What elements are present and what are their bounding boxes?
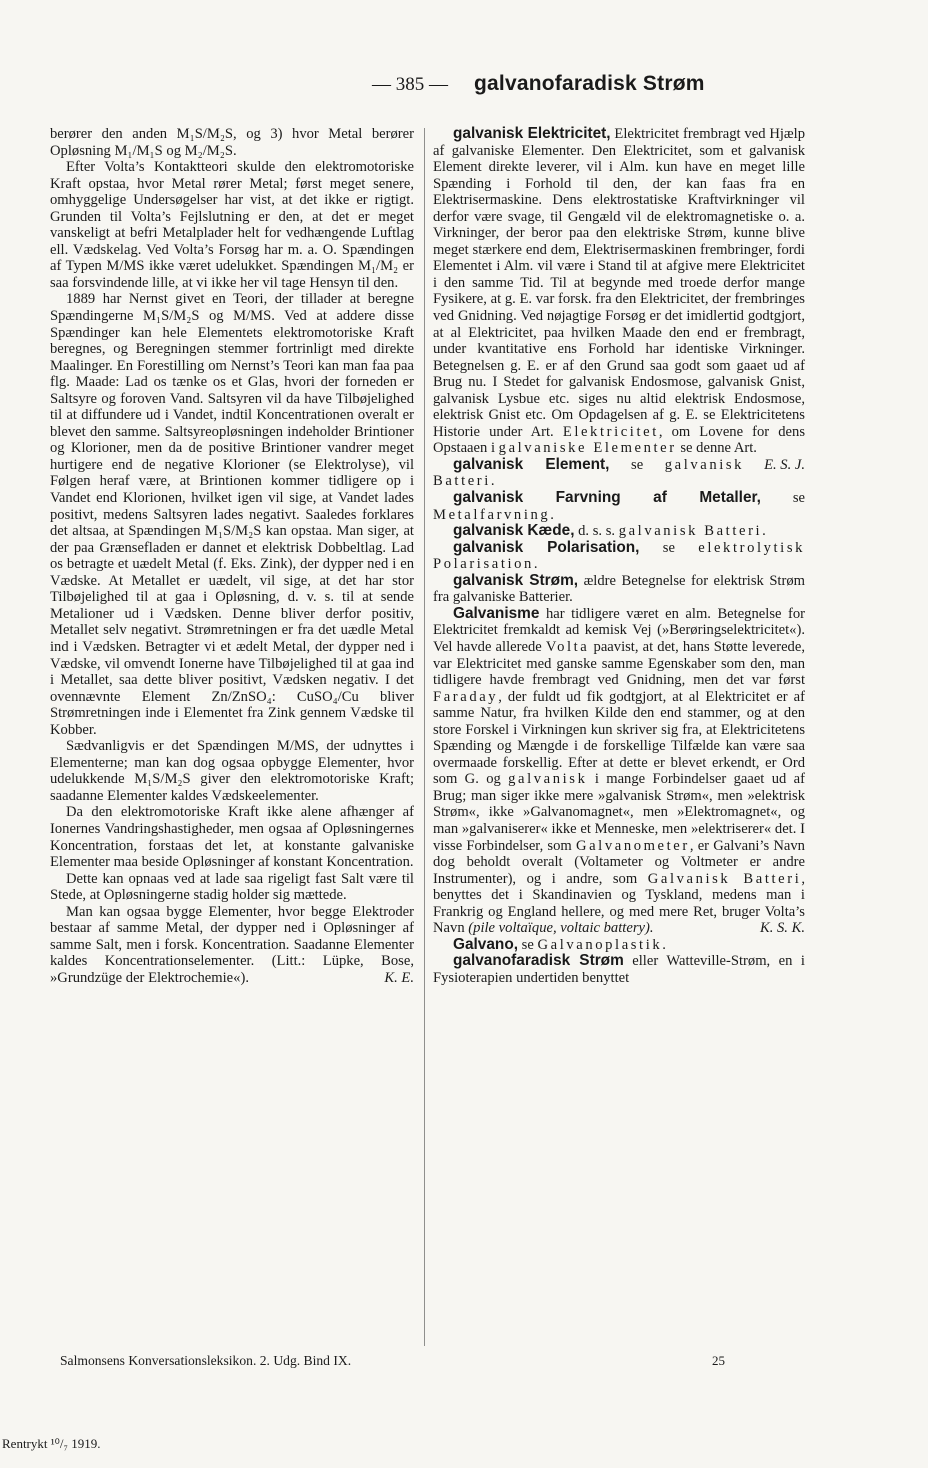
entry-text: se denne Art. bbox=[680, 440, 757, 457]
headword: galvanisk Polarisation, bbox=[453, 538, 640, 556]
signature-number: 25 bbox=[712, 1353, 725, 1368]
entry-text: i mange Forbindelser gaaet ud af Brug; man siger ikke mere »galvanisk Strøm«, men »elektrisk Strøm«, ikke »Galvanomagnet«, men »Elektromagnet«, og man »galvaniserer« ikke et Menneske, men »elektriserer« det. I visse Forbindelser, som bbox=[433, 771, 805, 854]
entry-galvanisk-kaede bbox=[433, 523, 805, 540]
paragraph: Da den elektromotoriske Kraft ikke alene afhænger af Ionernes Vandringshastigheder, men ogsaa af Opløsningernes Koncentration, forstaas det let, at konstante galvaniske Elementer maa beside Opløsninger af konstant Koncentration. bbox=[50, 804, 414, 871]
paragraph: 1889 har Nernst givet en Teori, der tillader at beregne Spændingerne M₁S/M₂S og M/MS. Ved at addere disse Spændinger kan hele Elementets elektromotoriske Kraft beregnes, og Beregningen stemmer fortrinligt med direkte Maalinger. En Forestilling om Nernst’s Teori kan man faa paa flg. Maade: Lad os tænke os et Glas, hvori der forneden er Saltsyre og foroven Vand. Saltsyren vil da have Tilbøjelighed til at diffundere ud i Vandet, indtil Koncentrationen overalt er blevet den samme. Saltsyreopløsningen indeholder Brintioner og Klorioner, men da de positive Brintioner vandrer meget hurtigere end de negative Klorioner (se Elektrolyse), vil Følgen heraf være, at Brintionen kommer tidligere op i Vandet end Klorionen, hvilket igen vil sige, at Vandet lades positivt, medens Saltsyren lades negativt. Saaledes forklares det altsaa, at Spændingen M₁S/M₂S kan opstaa. Man siger, at der paa Grænsefladen er dannet et elektrisk Dobbeltlag. Lad os betragte et uædelt Metal (f. Eks. Zink), der dypper ned i en Vædske. At Metallet er uædelt, vil sige, at det har stor Tilbøjelighed til at gaa i Opløsning, d. v. s. til at sende Metalioner ud i Vædsken. Denne bliver derfor positiv, Metallet selv negativt. Strømretningen er fra det uædle Metal ind i Vædsken. Betragter vi et ædelt Metal, der dypper ned i Vædske, vil omvendt Ionerne have Tilbøjelighed til at gaa ind i Metallet, saa dette bliver positivt, Vædsken negativ. I det ovennævnte Element Zn/ZnSO₄: CuSO₄/Cu bliver Strømretningen inde i Elementet fra Zink gennem Vædske til Kobber. bbox=[50, 291, 414, 738]
publication-footer: Salmonsens Konversationsleksikon. 2. Udg. Bind IX. bbox=[60, 1353, 352, 1368]
entry-text: , benyttes det i Skandinavien og Tyskland, medens man i Frankrig og England hellere, og med mere Ret, bruger Volta’s Navn bbox=[433, 870, 805, 937]
entry-text: Elektricitet frembragt ved Hjælp af galvaniske Elementer. Den Elektricitet, som et galvanisk Element direkte leverer, vil i Alm. kun have en meget lille Spænding i Forhold til den, der kan faas fra en Elektrisermaskine. Dens elektrostatiske Kraftvirkninger vil derfor være svage, til Gengæld vil de elektromagnetiske o. a. Virkninger, der beror paa den elektriske Strøm, kunne blive meget stærkere end dem, Elektrisermaskinen frembringer, fordi Elementet i Alm. vil være i Stand til at afgive mere Elektricitet i den samme Tid. Til at begynde med troede derfor mange Fysikere, at g. E. var forsk. fra den Elektricitet, der frembringes ved Gnidning. Ved nøjagtige Forsøg er det imidlertid godtgjort, at al Elektricitet, paa hvilken Maade den end er frembragt, under kvantitative ens Forhold har identiske Virkninger. Betegnelsen g. E. er af den Grund saa godt som gaaet ud af Brug nu. I Stedet for galvanisk Endosmose, galvanisk Gnist, galvanisk Lysbue etc. siges nu altid elektrisk Endosmose, elektrisk Gnist etc. Om Opdagelsen af g. E. se Elektricitetens Historie under Art. bbox=[433, 126, 805, 440]
paragraph: Sædvanligvis er det Spændingen M/MS, der udnyttes i Elementerne; man kan dog ogsaa opbygge Elementer, hvor udelukkende M₁S/M₂S giver den elektromotoriske Kraft; saadanne Elementer kaldes Vædskeelementer. bbox=[50, 738, 414, 804]
entry-text: paavist, at det, hans Støtte leverede, var Elektricitet med ganske samme Egenskaber som den, man tidligere havde frembragt ved Gnidning, men det var først bbox=[433, 638, 805, 689]
entry-galvanisk-farvning bbox=[433, 490, 805, 523]
entry-text: d. s. s. bbox=[578, 523, 616, 540]
cross-reference: elektrolytisk Polarisation. bbox=[433, 539, 806, 573]
headword: galvanisk Strøm, bbox=[453, 571, 579, 589]
author-signature: K. E. bbox=[384, 969, 414, 986]
headword: galvanisk Kæde, bbox=[453, 522, 575, 540]
entry-text: se bbox=[792, 490, 806, 507]
entry-text: , om Lovene for dens Opstaaen i bbox=[433, 423, 806, 457]
right-column bbox=[433, 126, 805, 986]
cross-reference: Galvanisk Batteri bbox=[647, 870, 802, 887]
paragraph: Efter Volta’s Kontaktteori skulde den elektromotoriske Kraft opstaa, hvor Metal rører Metal; først meget senere, omhyggelige Undersøgelser har vist, at det ikke er rigtigt. Grunden til Volta’s Fejlslutning er den, at det er meget vanskeligt at befri Metalplader helt for vedhængende Luftlag ell. Vædskelag. Ved Volta’s Forsøg har m. a. O. Spændingen af Typen M/MS ikke været udelukket. Spændingen M₁/M₂ er saa forsvindende lille, at vi ikke her vil tage Hensyn til den. bbox=[50, 159, 414, 291]
entry-galvanisk-strom bbox=[433, 573, 805, 606]
page-number: — 385 — bbox=[372, 74, 448, 95]
entry-text: se bbox=[662, 539, 675, 556]
entry-galvanisme bbox=[433, 606, 805, 937]
entry-text: se bbox=[521, 936, 534, 953]
cross-reference: galvanisk Batteri. bbox=[618, 523, 769, 540]
running-head: galvanofaradisk Strøm bbox=[474, 72, 705, 95]
headword: galvanisk Elektricitet, bbox=[453, 125, 611, 142]
entry-galvano bbox=[433, 937, 805, 954]
author-signature: E. S. J. bbox=[764, 456, 805, 473]
paragraph: berører den anden M₁S/M₂S, og 3) hvor Metal berører Opløsning M₁/M₁S og M₂/M₂S. bbox=[50, 126, 414, 159]
headword: galvanisk Farvning af Metaller, bbox=[453, 489, 761, 507]
cross-reference: galvaniske Elementer bbox=[498, 440, 677, 457]
cross-reference: Elektricitet bbox=[562, 423, 659, 440]
entry-text: se bbox=[631, 456, 644, 473]
paragraph-text: Man kan ogsaa bygge Elementer, hvor begge Elektroder bestaar af samme Metal, der dypper ned i Opløsninger af samme Salt, men i forsk. Koncentration. Saadanne Elementer kaldes Koncentrationselementer. (Litt.: Lüpke, Bose, »Grundzüge der Elektrochemie«). bbox=[50, 903, 414, 986]
cross-reference: galvanisk bbox=[508, 771, 588, 788]
cross-reference: Faraday bbox=[433, 688, 499, 705]
headword: Galvanisme bbox=[453, 604, 540, 622]
cross-reference: Volta bbox=[545, 638, 590, 655]
reprint-note: Rentrykt ¹⁰/₇ 1919. bbox=[2, 1436, 101, 1451]
headword: galvanofaradisk Strøm bbox=[453, 952, 624, 970]
headword: galvanisk Element, bbox=[453, 455, 610, 473]
author-signature: K. S. K. bbox=[759, 920, 805, 937]
entry-galvanisk-polarisation bbox=[433, 540, 805, 573]
cross-reference: Galvanoplastik. bbox=[537, 936, 669, 953]
column-divider bbox=[424, 128, 425, 1346]
left-column bbox=[50, 126, 414, 986]
entry-text: eller Watteville-Strøm, en i Fysioterapien undertiden benyttet bbox=[433, 953, 805, 986]
paragraph bbox=[50, 904, 414, 987]
entry-text-italic: (pile voltaïque, voltaic battery). bbox=[468, 920, 654, 937]
entry-text: , der fuldt ud fik godtgjort, at al Elektricitet er af samme Natur, fra hvilken Kilde den end stammer, og at den store Forskel i Virkningen kun skriver sig fra, at Elektricitetens Spænding og Mængde i de forskellige Tilfælde kan være saa overmaade forskellig. Efter at dette er blevet erkendt, er Ord som G. og bbox=[433, 688, 805, 788]
page-header bbox=[372, 72, 792, 104]
cross-reference: Metalfarvning. bbox=[433, 506, 557, 523]
cross-reference: galvanisk Batteri. bbox=[433, 456, 745, 490]
paragraph: Dette kan opnaas ved at lade saa rigeligt fast Salt være til Stede, at Opløsningerne stadig holder sig mættede. bbox=[50, 870, 414, 904]
headword: Galvano, bbox=[453, 935, 519, 953]
entry-galvanofaradisk-strom bbox=[433, 953, 805, 986]
entry-text: , er Galvani’s Navn dog beholdt overalt (Voltameter og Voltmeter er andre Instrumenter), og i andre, som bbox=[433, 837, 805, 887]
entry-text: har tidligere været en alm. Betegnelse for Elektricitet fremkaldt ad kemisk Vej (»Berøringselektricitet«). Vel havde allerede bbox=[433, 605, 805, 655]
cross-reference: Galvanometer bbox=[575, 837, 690, 854]
entry-text: ældre Betegnelse for elektrisk Strøm fra galvaniske Batterier. bbox=[433, 572, 805, 606]
